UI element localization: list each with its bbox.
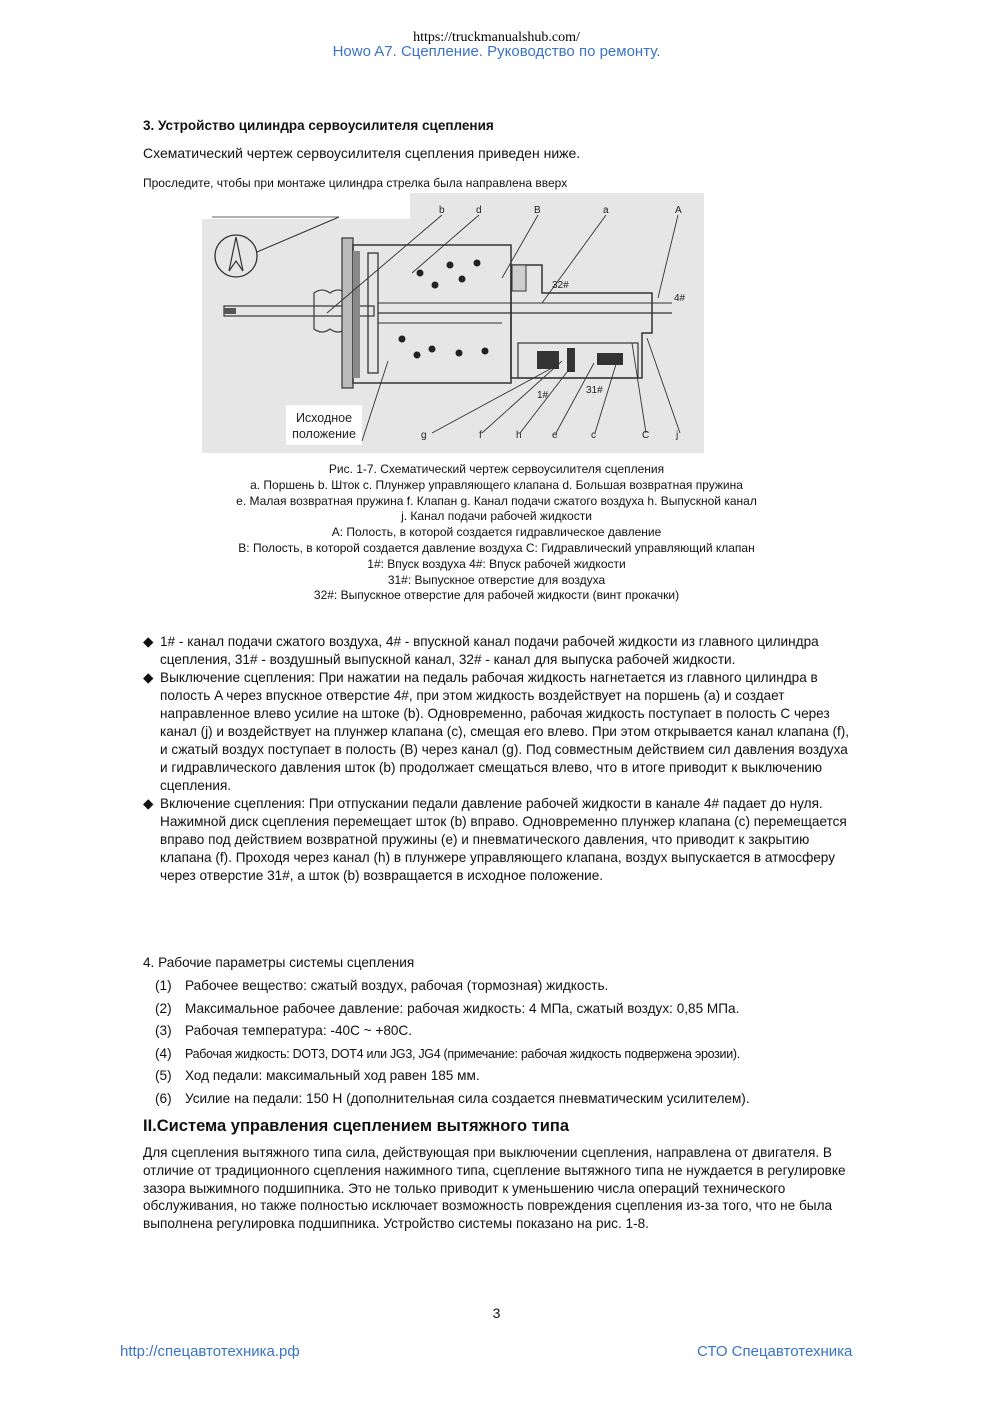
bullet-text: Выключение сцепления: При нажатии на педаль рабочая жидкость нагнетается из главного цилиндра в полость A через впускное отверстие 4#, при этом жидкость воздействует на поршень (a) и создает направленное влево усилие на штоке (b). Одновременно, рабочая жидкость поступает в полость C через канал (j) и воздействует на плунжер клапана (c), смещая его влево. При этом открывается канал клапана (f), и сжатый воздух поступает в полость (B) через канал (g). Под совместным действием сил давления воздуха и гидравлического давления шток (b) продолжает смещаться влево, что в итоге приводит к выключению сцепления. bbox=[160, 670, 850, 793]
param-item: (2) Максимальное рабочее давление: рабочая жидкость: 4 МПа, сжатый воздух: 0,85 МПа. bbox=[155, 1000, 740, 1016]
section2-title: II.Система управления сцеплением вытяжного типа bbox=[143, 1117, 569, 1135]
caption-line: 1#: Впуск воздуха 4#: Впуск рабочей жидкости bbox=[367, 556, 626, 571]
bullet-text: 1# - канал подачи сжатого воздуха, 4# - впускной канал подачи рабочей жидкости из главного цилиндра сцепления, 31# - воздушный выпускной канал, 32# - канал для выпуска рабочей жидкости. bbox=[160, 634, 819, 667]
caption-line: 32#: Выпускное отверстие для рабочей жидкости (винт прокачки) bbox=[313, 588, 680, 603]
figure-port-32: 32# bbox=[552, 280, 569, 291]
figure-label-A: A bbox=[675, 205, 682, 216]
caption-line: a. Поршень b. Шток c. Плунжер управляющего клапана d. Большая возвратная пружина bbox=[250, 477, 743, 492]
param-item: (6) Усилие на педали: 150 Н (дополнительная сила создается пневматическим усилителем). bbox=[155, 1090, 750, 1106]
caption-line: e. Малая возвратная пружина f. Клапан g. Канал подачи сжатого воздуха h. Выпускной канал bbox=[236, 493, 757, 508]
param-item: (4) Рабочая жидкость: DOT3, DOT4 или JG3, JG4 (примечание: рабочая жидкость подвержена эрозии). bbox=[155, 1045, 740, 1061]
section-title: 3. Устройство цилиндра сервоусилителя сцепления bbox=[143, 118, 494, 133]
param-item: (5) Ход педали: максимальный ход равен 185 мм. bbox=[155, 1068, 480, 1084]
figure-port-1: 1# bbox=[537, 390, 549, 401]
figure-caption bbox=[100, 462, 893, 604]
caption-line: j. Канал подачи рабочей жидкости bbox=[401, 509, 592, 524]
param-item: (3) Рабочая температура: -40C ~ +80C. bbox=[155, 1023, 413, 1039]
bullet-text: Включение сцепления: При отпускании педали давление рабочей жидкости в канале 4# падает до нуля. Нажимной диск сцепления перемещает шток (b) вправо. Одновременно плунжер клапана (c) перемещается вправо под действием возвратной пружины (e) и пневматического давления, что приводит к закрытию клапана (f). Проходя через канал (h) в плунжере управляющего клапана, воздух выпускается в атмосферу через отверстие 31#, а шток (b) возвращается в исходное положение. bbox=[160, 796, 847, 883]
figure-label-g: g bbox=[421, 430, 427, 441]
caption-line: 31#: Выпускное отверстие для воздуха bbox=[387, 572, 606, 587]
bullet-item bbox=[143, 633, 855, 669]
figure-label-B: B bbox=[534, 205, 541, 216]
caption-line: B: Полость, в которой создается давление воздуха C: Гидравлический управляющий клапан bbox=[238, 540, 755, 555]
header-url: https://truckmanualshub.com/ bbox=[413, 30, 580, 45]
figure-label-h: h bbox=[516, 430, 522, 441]
param-item: (1) Рабочее вещество: сжатый воздух, рабочая (тормозная) жидкость. bbox=[155, 978, 609, 993]
bullet-list bbox=[143, 633, 855, 885]
figure-port-31: 31# bbox=[586, 385, 603, 396]
diamond-bullet-icon: ◆ bbox=[143, 670, 154, 685]
initial-position-label-line2: положение bbox=[292, 427, 356, 441]
params-title: 4. Рабочие параметры системы сцепления bbox=[143, 955, 415, 970]
section2-paragraph: Для сцепления вытяжного типа сила, действующая при выключении сцепления, направлена от двигателя. В отличие от традиционного сцепления нажимного типа, сцепление вытяжного типа не нуждается в регулировке зазора выжимного подшипника. Это не только приводит к уменьшению числа операций технического обслуживания, но также полностью исключает возможность повреждения сцепления из-за того, что не была выполнена регулировка подшипника. Устройство системы показано на рис. 1-8. bbox=[143, 1145, 846, 1232]
initial-position-label-line1: Исходное bbox=[295, 411, 353, 425]
header-title: Howo A7. Сцепление. Руководство по ремонту. bbox=[332, 43, 661, 60]
figure-label-c: c bbox=[591, 430, 596, 441]
section-intro: Схематический чертеж сервоусилителя сцепления приведен ниже. bbox=[143, 145, 581, 161]
figure-label-C: C bbox=[642, 430, 650, 441]
figure-label-f: f bbox=[479, 430, 482, 441]
figure-label-j: j bbox=[676, 430, 679, 441]
figure-label-e: e bbox=[552, 430, 558, 441]
figure-label-a: a bbox=[603, 205, 609, 216]
figure-port-4: 4# bbox=[674, 293, 686, 304]
caption-line: Рис. 1-7. Схематический чертеж сервоусилителя сцепления bbox=[328, 462, 665, 476]
footer-company: СТО Спецавтотехника bbox=[697, 1343, 853, 1360]
diamond-bullet-icon: ◆ bbox=[143, 796, 154, 811]
servo-cylinder-diagram bbox=[202, 193, 704, 453]
page-number: 3 bbox=[492, 1305, 501, 1321]
caption-line: A: Полость, в которой создается гидравлическое давление bbox=[331, 525, 662, 540]
bullet-item bbox=[143, 795, 855, 885]
bullet-item bbox=[143, 669, 855, 795]
figure-label-b: b bbox=[439, 205, 445, 216]
footer-link[interactable]: http://спецавтотехника.рф bbox=[120, 1343, 300, 1360]
diamond-bullet-icon: ◆ bbox=[143, 634, 154, 649]
mounting-note: Проследите, чтобы при монтаже цилиндра стрелка была направлена вверх bbox=[143, 176, 568, 190]
figure-label-d: d bbox=[476, 205, 482, 216]
params-list bbox=[155, 977, 750, 1113]
